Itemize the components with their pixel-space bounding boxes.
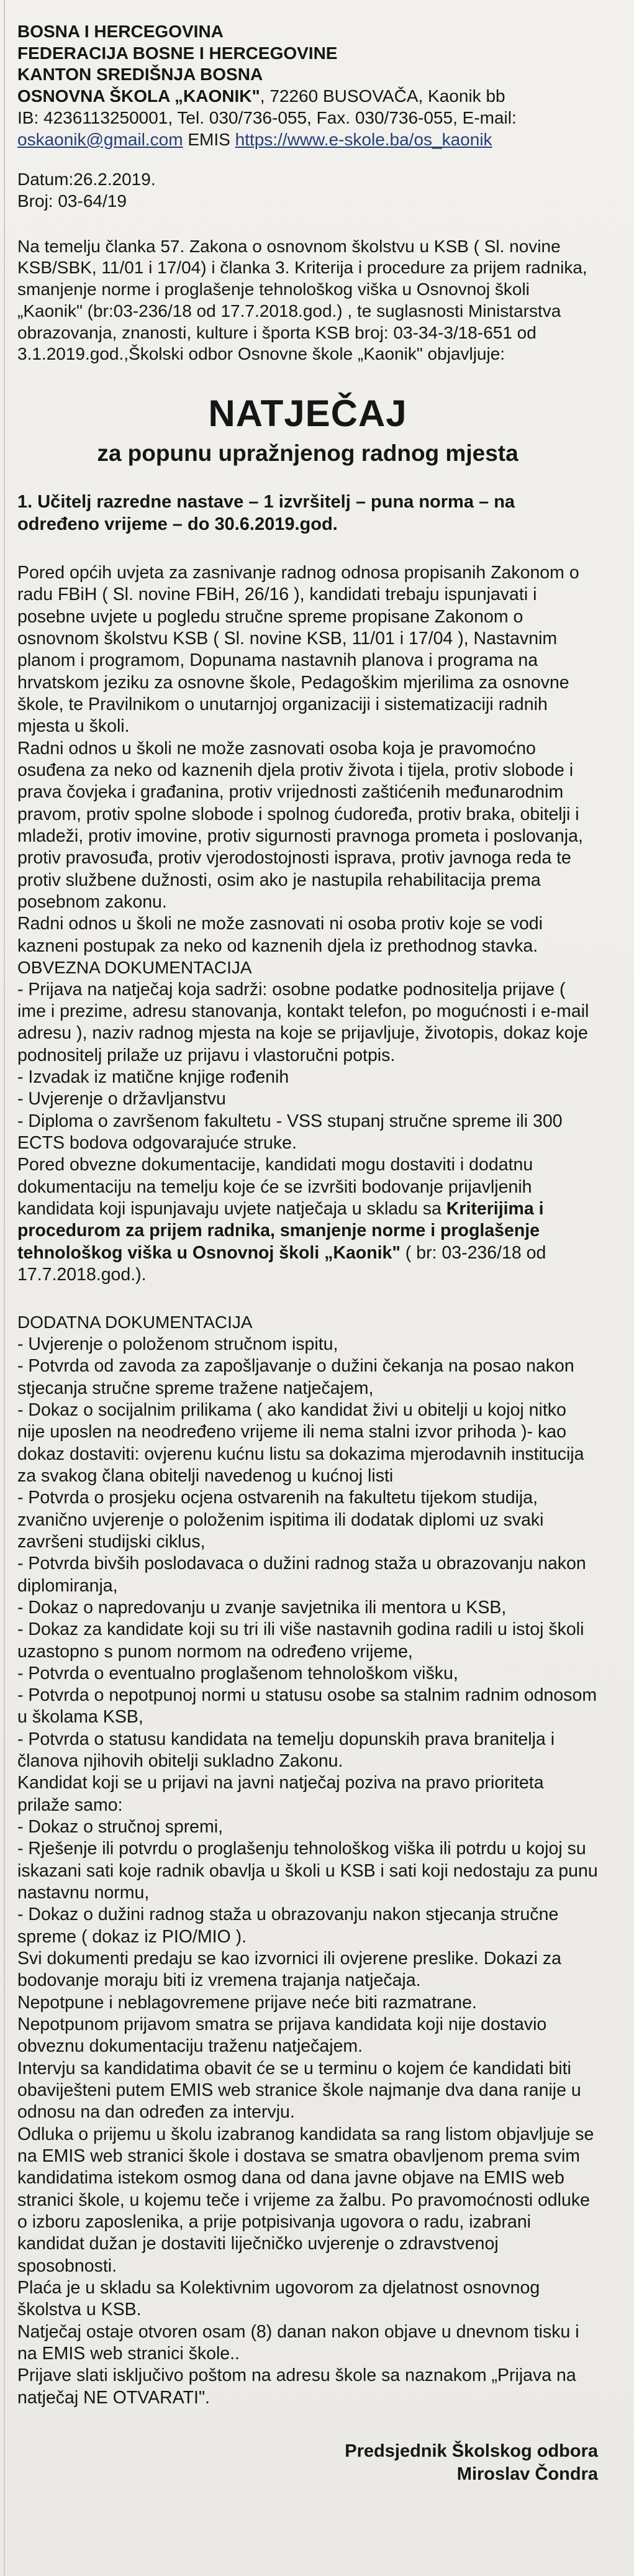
list-item: - Diploma o završenom fakultetu - VSS stupanj stručne spreme ili 300 ECTS bodova odgovarajuće struke. [17,1111,563,1153]
conditions-section [17,562,598,1286]
school-address: , 72260 BUSOVAČA, Kaonik bb [260,86,505,106]
additional-docs-list [17,1334,598,1773]
conditions-paragraph-2: Radni odnos u školi ne može zasnovati osoba koja je pravomoćno osuđena za neko od kaznenih djela protiv života i tijela, protiv slobode i prava čovjeka i građanina, protiv vrijednosti zaštićenih međunarodnim pravom, protiv spolne slobode i spolnog ćudoređa, protiv braka, obitelji i mladeži, protiv imovine, protiv sigurnosti pravnoga prometa i poslovanja, protiv pravosuđa, protiv vjerodostojnosti isprava, protiv javnoga reda te protiv službene dužnosti, osim ako je nastupila rehabilitacija prema posebnom zakonu. [17,738,583,912]
list-item: - Potvrda o statusu kandidata na temelju dopunskih prava branitelja i članova njihovih obitelji sukladno Zakonu. [17,1729,555,1772]
conditions-paragraph-1: Pored općih uvjeta za zasnivanje radnog odnosa propisanih Zakonom o radu FBiH ( Sl. novine FBiH, 26/16 ), kandidati trebaju ispunjavati i posebne uvjete u pogledu stručne spreme propisane Zakonom o osnovnom školstvu KSB ( Sl. novine KSB, 11/01 i 17/04 ), Nastavnim planom i programom, Dopunama nastavnih planova i programa na hrvatskom jeziku za osnovne škole, Pedagoškim mjerilima za osnovne škole, te Pravilnikom o unutarnjoj organizaciji i sistematizaciji radnih mjesta u školi. [17,562,579,737]
contact-ids-line: IB: 4236113250001, Tel. 030/736-055, Fax. 030/736-055, E-mail: [17,107,517,127]
criteria-reference: Kriterijima i procedurom za prijem radnika, smanjenje norme i proglašenje tehnološkog viška u Osnovnoj školi „Kaonik" [17,1198,544,1263]
job-position-line-1: 1. Učitelj razredne nastave – 1 izvršitelj – puna norma – na [17,492,515,512]
closing-paragraph: Nepotpunom prijavom smatra se prijava kandidata koji nije dostavio obveznu dokumentaciju traženu natječajem. [17,2014,547,2057]
mandatory-docs-list [17,979,598,1155]
list-item: - Uvjerenje o položenom stručnom ispitu, [17,1334,338,1354]
country-line: BOSNA I HERCEGOVINA [17,22,224,41]
list-item: - Potvrda bivših poslodavaca o dužini radnog staža u obrazovanju nakon diplomiranja, [17,1554,586,1596]
closing-paragraph: Prijave slati isključivo poštom na adresu škole sa naznakom „Prijava na natječaj NE OTVARATI". [17,2365,576,2408]
priority-intro: Kandidat koji se u prijavi na javni natječaj poziva na pravo prioriteta prilaže samo: [17,1773,544,1815]
additional-docs-note [17,1154,598,1286]
priority-docs-list [17,1816,598,1948]
document-number: Broj: 03-64/19 [17,191,127,211]
school-address-line [17,86,598,107]
list-item: - Prijava na natječaj koja sadrži: osobne podatke podnositelja prijave ( ime i prezime, adresu stanovanja, kontakt telefon, po mogućnosti i e-mail adresu ), naziv radnog mjesta na koje se prijavljuje, životopis, dokaz koje podnositelj prilaže uz prijavu i vlastoručni potpis. [17,979,589,1065]
list-item: - Uvjerenje o državljanstvu [17,1089,226,1109]
list-item: - Dokaz o napredovanju u zvanje savjetnika ili mentora u KSB, [17,1597,507,1618]
note-end: ( br: 03-236/18 od 17.7.2018.god.). [17,1242,546,1285]
note-start: Pored obvezne dokumentacije, kandidati mogu dostaviti i dodatnu dokumentaciju na temelju koje će se izvršiti bodovanje prijavljenih kandidata koji ispunjavaju uvjete natječaja u skladu sa [17,1155,533,1219]
legal-basis-paragraph: Na temelju članka 57. Zakona o osnovnom školstvu u KSB ( Sl. novine KSB/SBK, 11/01 i 17/04) i članka 3. Kriterija i procedure za prijem radnika, smanjenje norme i proglašenje tehnološkog viška u Osnovnoj školi „Kaonik" (br:03-236/18 od 17.7.2018.god.) , te suglasnosti Ministarstva obrazovanja, znanosti, kulture i športa KSB broj: 03-34-3/18-651 od 3.1.2019.god.,Školski odbor Osnovne škole „Kaonik" objavljuje: [17,236,587,364]
list-item: - Dokaz o socijalnim prilikama ( ako kandidat živi u obitelji u kojoj nitko nije uposlen na neodređeno vrijeme ili nema stalni izvor prihoda )- kao dokaz dostaviti: ovjerenu kućnu listu sa dokazima mjerodavnih institucija za svakog člana obitelji navedenog u kućnoj listi [17,1400,584,1486]
list-item: - Potvrda o eventualno proglašenom tehnološkom višku, [17,1663,458,1683]
federation-line: FEDERACIJA BOSNE I HERCEGOVINE [17,43,338,63]
closing-paragraph: Plaća je u skladu sa Kolektivnim ugovorom za djelatnost osnovnog školstva u KSB. [17,2278,540,2320]
additional-docs-heading: DODATNA DOKUMENTACIJA [17,1313,253,1332]
canton-line: KANTON SREDIŠNJA BOSNA [17,65,263,84]
page-subtitle: za popunu upražnjenog radnog mjesta [97,440,519,467]
closing-paragraph: Odluka o prijemu u školu izabranog kandidata sa rang listom objavljuje se na EMIS web stranici škole i dostava se smatra obavljenom prema svim kandidatima istekom osmog dana od dana javne objave na EMIS web stranici škole, u kojemu teče i vrijeme za žalbu. Po pravomoćnosti odluke o izboru zaposlenika, a prije potpisivanja ugovora o radu, izabrani kandidat dužan je dostaviti liječničko uvjerenje o zdravstvenoj sposobnosti. [17,2124,594,2276]
document-meta [17,169,598,212]
closing-paragraph: Nepotpune i neblagovremene prijave neće biti razmatrane. [17,1992,477,2013]
mandatory-docs-heading: OBVEZNA DOKUMENTACIJA [17,957,252,977]
list-item: - Izvadak iz matične knjige rođenih [17,1067,289,1087]
column-rule [4,0,5,2576]
email-link[interactable]: oskaonik@gmail.com [17,129,183,149]
signature-role: Predsjednik Školskog odbora [345,2441,598,2461]
list-item: - Potvrda od zavoda za zapošljavanje o dužini čekanja na posao nakon stjecanja stručne spreme tražene natječajem, [17,1356,574,1398]
list-item: - Dokaz za kandidate koji su tri ili više nastavnih godina radili u istoj školi uzastopno s punom normom na određeno vrijeme, [17,1619,584,1662]
conditions-paragraph-3: Radni odnos u školi ne može zasnovati ni osoba protiv koje se vodi kazneni postupak za neko od kaznenih djela iz prethodnog stavka. [17,914,543,956]
additional-section [17,1312,598,2409]
closing-paragraph: Svi dokumenti predaju se kao izvornici ili ovjerene preslike. Dokazi za bodovanje moraju biti iz vremena trajanja natječaja. [17,1949,561,1991]
school-name: OSNOVNA ŠKOLA „KAONIK" [17,86,260,106]
list-item: - Dokaz o stručnoj spremi, [17,1817,224,1837]
closing-paragraph: Intervju sa kandidatima obavit će se u terminu o kojem će kandidati biti obaviješteni putem EMIS web stranice škole najmanje dva dana ranije u odnosu na dan određen za intervju. [17,2058,581,2123]
signature-block [17,2440,598,2486]
website-link[interactable]: https://www.e-skole.ba/os_kaonik [235,129,492,149]
school-header [17,21,598,150]
job-position-line-2: određeno vrijeme – do 30.6.2019.god. [17,514,338,535]
closing-paragraph: Natječaj ostaje otvoren osam (8) danan nakon objave u dnevnom tisku i na EMIS web stranici škole.. [17,2321,579,2364]
contact-web-line [17,129,598,151]
job-position [17,491,598,536]
signature-name: Miroslav Čondra [456,2464,598,2485]
document-date: Datum:26.2.2019. [17,170,156,189]
list-item: - Potvrda o prosjeku ocjena ostvarenih na fakultetu tijekom studija, zvanično uvjerenje o položenim ispitima ili dodatak diplomi uz svaki završeni studijski ciklus, [17,1488,544,1552]
list-item: - Rješenje ili potvrdu o proglašenju tehnološkog viška ili potrdu u kojoj su iskazani sati koje radnik obavlja u školi u KSB i sati koji nedostaju za punu nastavnu normu, [17,1839,598,1903]
list-item: - Dokaz o dužini radnog staža u obrazovanju nakon stjecanja stručne spreme ( dokaz iz PIO/MIO ). [17,1905,559,1947]
list-item: - Potvrda o nepotpunoj normi u statusu osobe sa stalnim radnim odnosom u školama KSB, [17,1685,597,1727]
page-title: NATJEČAJ [208,393,407,435]
emis-label: EMIS [188,129,230,149]
